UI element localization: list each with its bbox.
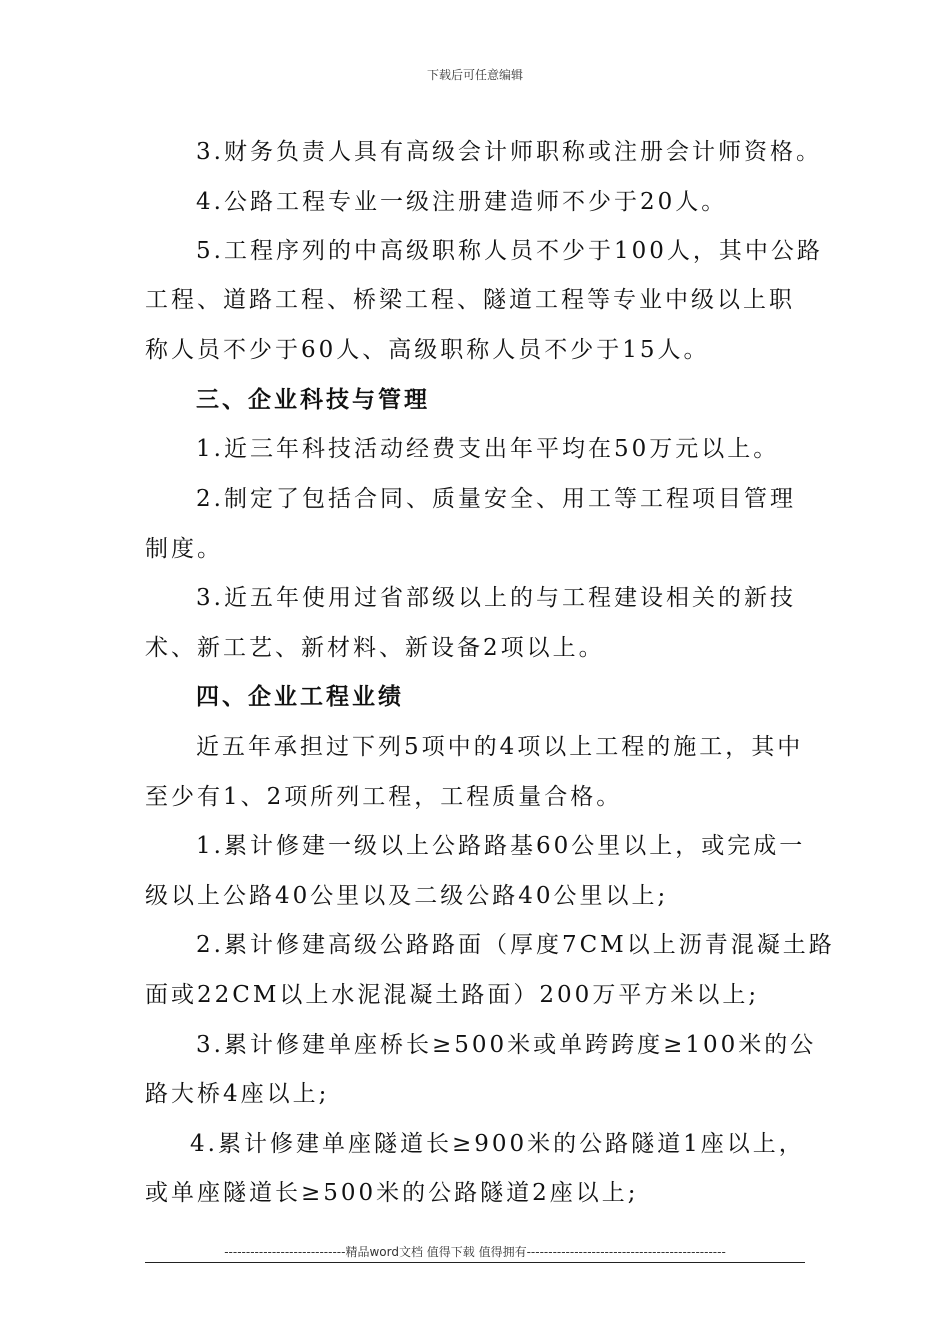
text-line: 1.近三年科技活动经费支出年平均在50万元以上。 (196, 436, 780, 462)
text-line: 工程、道路工程、桥梁工程、隧道工程等专业中级以上职 (145, 287, 795, 313)
text-line: 至少有1、2项所列工程，工程质量合格。 (145, 784, 623, 810)
header-note: 下载后可任意编辑 (426, 68, 523, 82)
text-line: 3.累计修建单座桥长≥500米或单跨跨度≥100米的公 (196, 1032, 817, 1058)
text-line: 3.财务负责人具有高级会计师职称或注册会计师资格。 (196, 139, 822, 165)
text-line: 称人员不少于60人、高级职称人员不少于15人。 (145, 337, 710, 363)
text-line: 制度。 (145, 536, 223, 562)
text-line: 面或22CM以上水泥混凝土路面）200万平方米以上; (145, 982, 760, 1008)
text-line: 级以上公路40公里以及二级公路40公里以上; (145, 883, 669, 909)
footer-text: ----------------------------精品word文档 值得下载 值得拥有---------------------------------------------- (224, 1245, 726, 1259)
text-line: 近五年承担过下列5项中的4项以上工程的施工，其中 (196, 734, 804, 760)
footer-divider (145, 1262, 805, 1263)
text-line: 1.累计修建一级以上公路路基60公里以上，或完成一 (196, 833, 806, 859)
section-heading: 四、企业工程业绩 (196, 684, 404, 710)
text-line: 4.累计修建单座隧道长≥900米的公路隧道1座以上， (190, 1131, 805, 1157)
text-line: 或单座隧道长≥500米的公路隧道2座以上; (145, 1180, 639, 1206)
section-heading: 三、企业科技与管理 (196, 387, 430, 413)
text-line: 4.公路工程专业一级注册建造师不少于20人。 (196, 189, 728, 215)
text-line: 术、新工艺、新材料、新设备2项以上。 (145, 635, 605, 661)
text-line: 5.工程序列的中高级职称人员不少于100人，其中公路 (196, 238, 823, 264)
text-line: 3.近五年使用过省部级以上的与工程建设相关的新技 (196, 585, 796, 611)
text-line: 路大桥4座以上; (145, 1081, 330, 1107)
text-line: 2.制定了包括合同、质量安全、用工等工程项目管理 (196, 486, 796, 512)
text-line: 2.累计修建高级公路路面（厚度7CM以上沥青混凝土路 (196, 932, 835, 958)
